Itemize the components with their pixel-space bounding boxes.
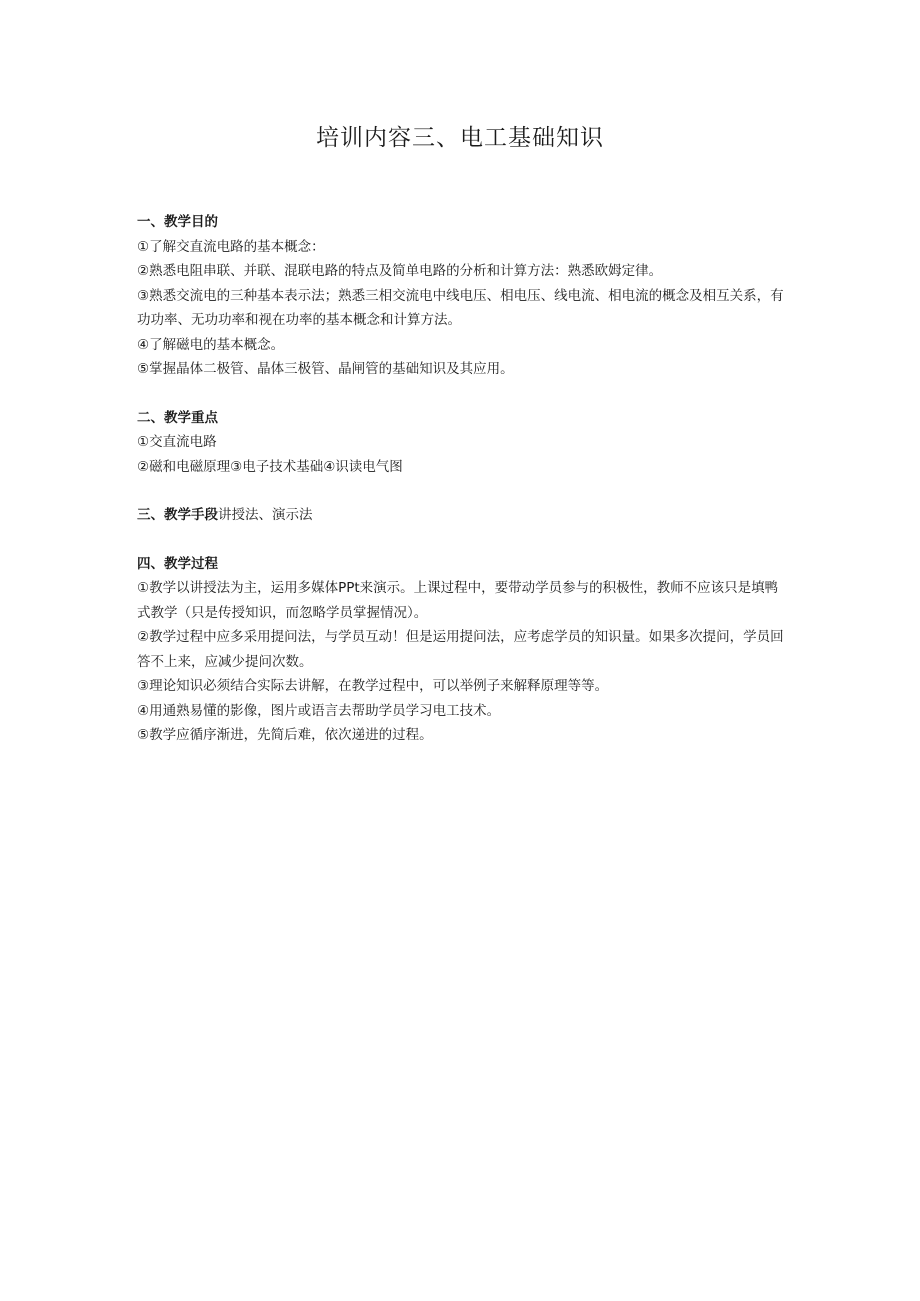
section-heading: 三、教学手段 [137, 507, 218, 523]
section-process [137, 552, 787, 748]
document-title: 培训内容三、电工基础知识 [316, 125, 604, 151]
methods-line [137, 503, 787, 528]
section-heading: 一、教学目的 [137, 214, 218, 230]
list-item: ①了解交直流电路的基本概念： [137, 238, 325, 255]
document-body [137, 210, 787, 772]
list-item: ①教学以讲授法为主，运用多媒体PPt来演示。上课过程中，要带动学员参与的积极性，教师不应该只是填鸭式教学（只是传授知识，而忽略学员掌握情况）。 [137, 580, 779, 621]
list-item: ④了解磁电的基本概念。 [137, 336, 285, 353]
section-heading: 四、教学过程 [137, 555, 218, 572]
list-item: ③理论知识必须结合实际去讲解，在教学过程中，可以举例子来解释原理等等。 [137, 678, 609, 694]
section-methods [137, 503, 787, 528]
list-item: ②教学过程中应多采用提问法，与学员互动！但是运用提问法，应考虑学员的知识量。如果多次提问，学员回答不上来，应减少提问次数。 [137, 629, 784, 670]
section-objectives [137, 210, 787, 382]
methods-text: 讲授法、演示法 [218, 507, 313, 523]
list-item: ②磁和电磁原理③电子技术基础④识读电气图 [137, 458, 403, 475]
section-key-points [137, 406, 787, 480]
section-heading: 二、教学重点 [137, 409, 218, 426]
list-item: ④用通熟易懂的影像，图片或语言去帮助学员学习电工技术。 [137, 702, 501, 719]
list-item: ②熟悉电阻串联、并联、混联电路的特点及简单电路的分析和计算方法：熟悉欧姆定律。 [137, 263, 663, 279]
list-item: ⑤掌握晶体二极管、晶体三极管、晶闸管的基础知识及其应用。 [137, 361, 514, 377]
list-item: ⑤教学应循序渐进，先简后难，依次递进的过程。 [137, 727, 433, 743]
list-item: ③熟悉交流电的三种基本表示法；熟悉三相交流电中线电压、相电压、线电流、相电流的概念及相互关系，有功功率、无功功率和视在功率的基本概念和计算方法。 [137, 287, 784, 328]
list-item: ①交直流电路 [137, 434, 217, 450]
